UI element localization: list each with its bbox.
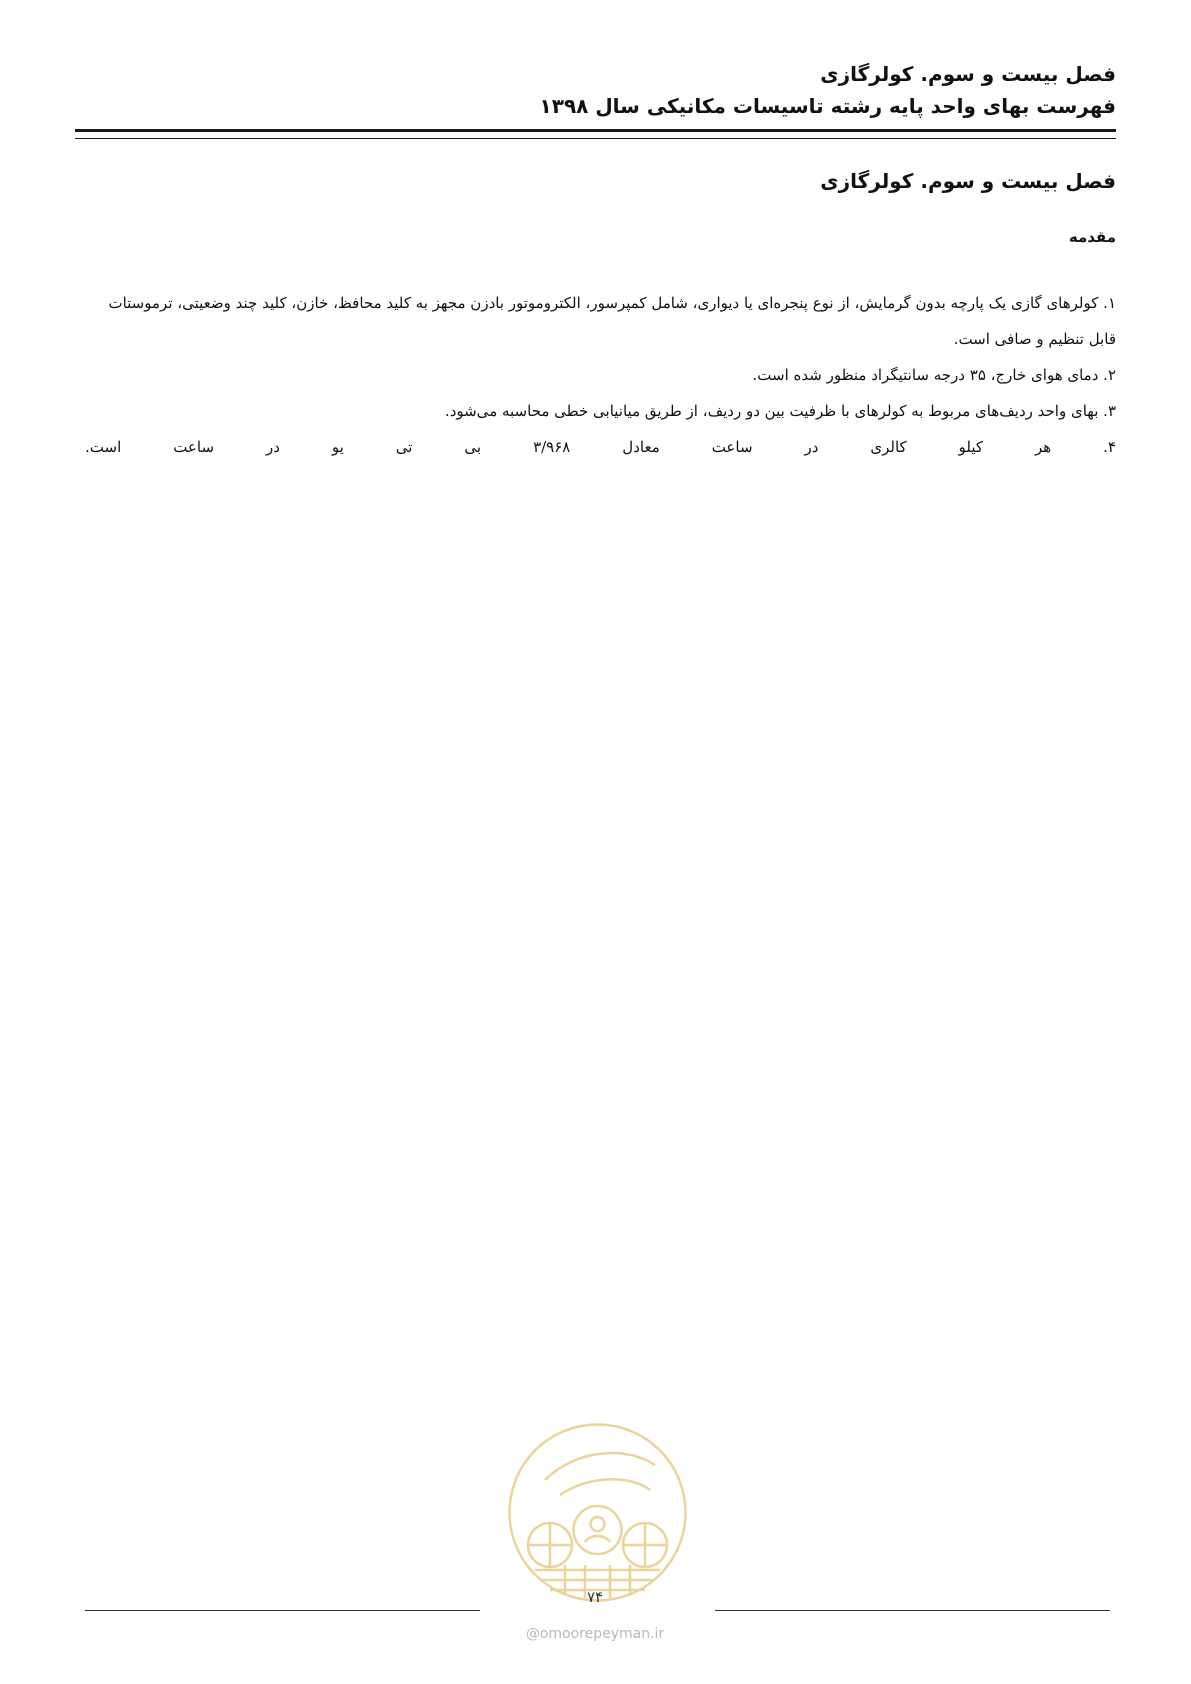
footer-rule-left (85, 1610, 480, 1611)
header-catalog-line: فهرست بهای واحد پایه رشته تاسیسات مکانیکی سال ۱۳۹۸ (539, 94, 1116, 118)
page-number: ۷۴ (586, 1588, 604, 1606)
intro-item-2: ۲. دمای هوای خارج، ۳۵ درجه سانتیگراد منظور شده است. (752, 366, 1116, 384)
intro-items-list (85, 285, 1116, 465)
chapter-title: فصل بیست و سوم. کولرگازی (820, 169, 1116, 193)
header-double-rule (75, 129, 1116, 139)
intro-item-4: ۴. هر کیلو کالری در ساعت معادل ۳/۹۶۸ بی تی یو در ساعت است. (85, 438, 1116, 456)
watermark-url: @omoorepeyman.ir (525, 1626, 665, 1642)
running-header (75, 58, 1116, 122)
intro-item-1: ۱. کولرهای گازی یک پارچه بدون گرمایش، از نوع پنجره‌ای یا دیواری، شامل کمپرسور، الکتروموتور بادزن مجهز به کلید محافظ، خازن، کلید چند وضعیتی، ترموستات قابل تنظیم و صافی است. (108, 294, 1116, 348)
footer-rule-right (715, 1610, 1110, 1611)
intro-item-3: ۳. بهای واحد ردیف‌های مربوط به کولرهای با ظرفیت بین دو ردیف، از طریق میانیابی خطی محاسبه می‌شود. (444, 402, 1116, 420)
watermark-seal-icon (505, 1420, 690, 1605)
intro-heading: مقدمه (1068, 228, 1116, 246)
header-chapter-line: فصل بیست و سوم. کولرگازی (820, 62, 1116, 86)
